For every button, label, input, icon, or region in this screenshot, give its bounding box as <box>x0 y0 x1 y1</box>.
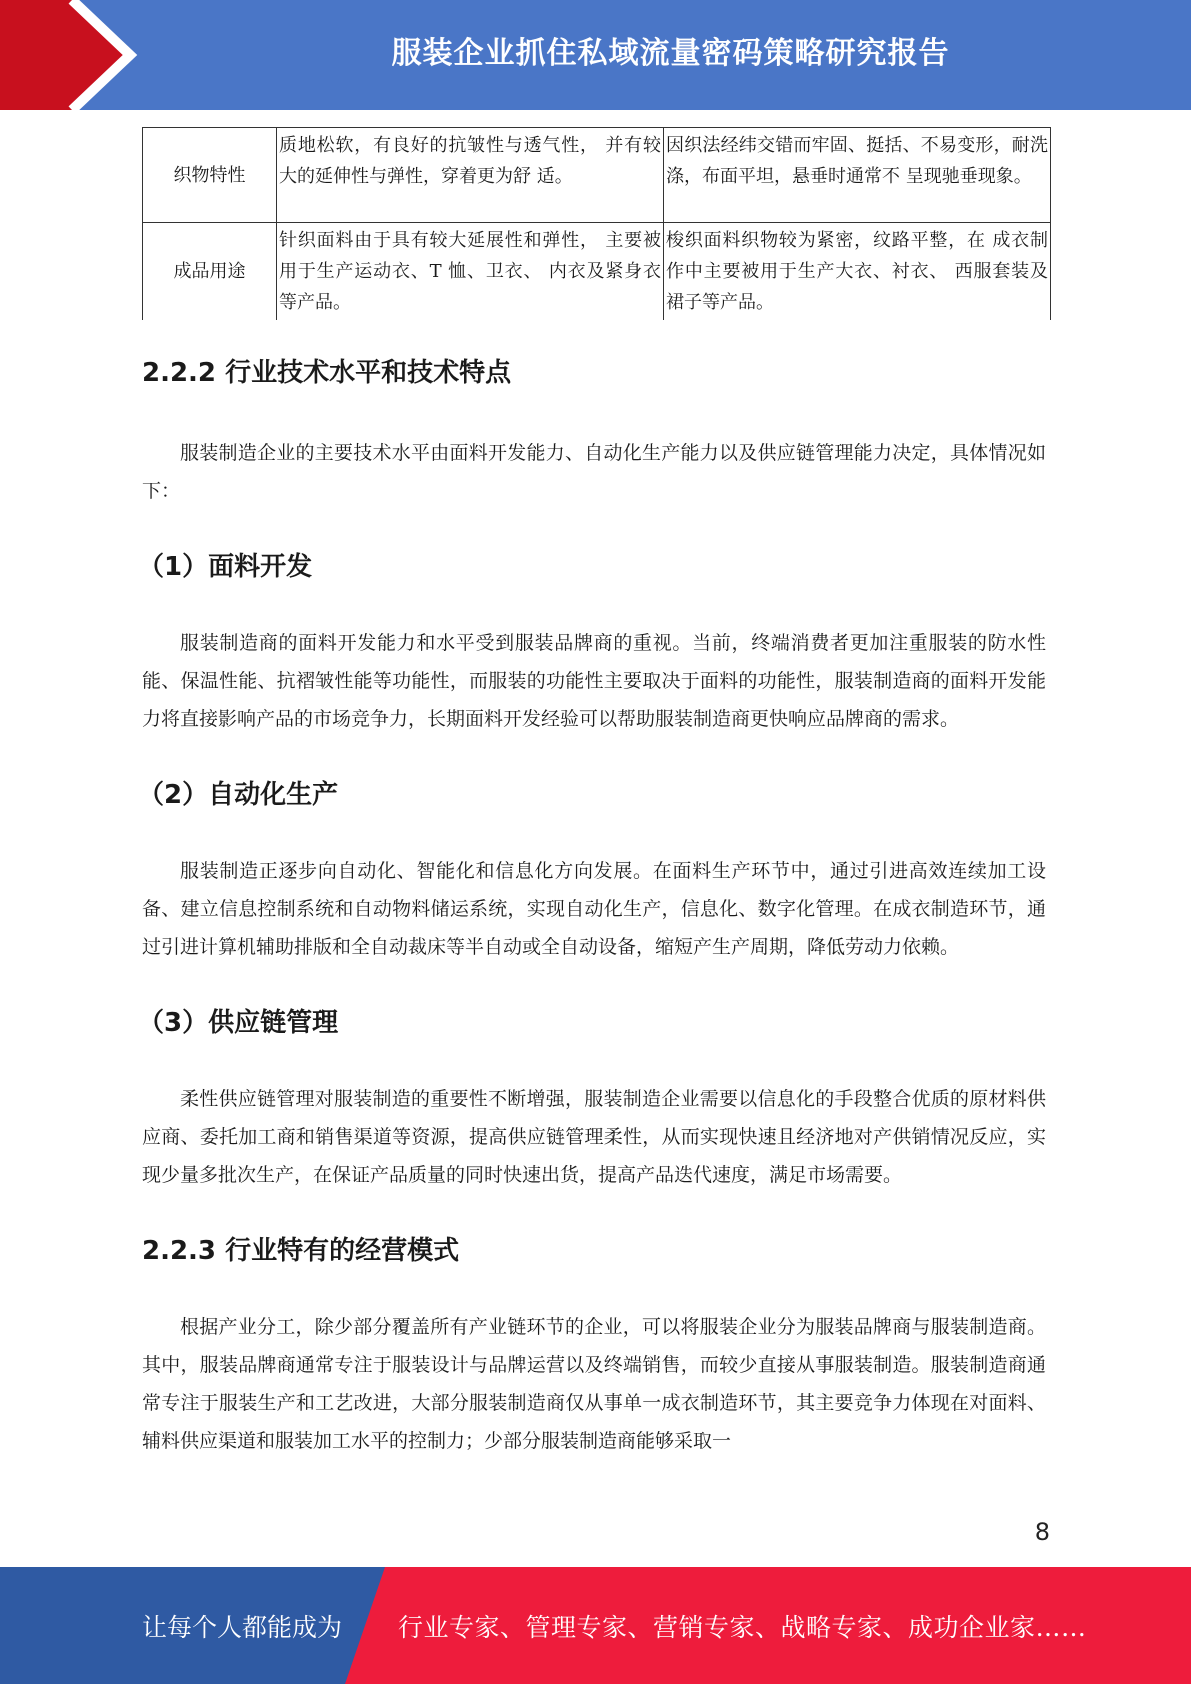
footer-slogan-left: 让每个人都能成为 <box>142 1612 343 1642</box>
subheading-supply-chain: （3）供应链管理 <box>138 1008 339 1038</box>
page-footer <box>0 1567 1191 1684</box>
paragraph-automation: 服装制造正逐步向自动化、智能化和信息化方向发展。在面料生产环节中，通过引进高效连续加工设备、建立信息控制系统和自动物料储运系统，实现自动化生产，信息化、数字化管理。在成衣制造环节，通过引进计算机辅助排版和全自动裁床等半自动或全自动设备，缩短产生产周期，降低劳动力依赖。 <box>142 860 1046 958</box>
paragraph-supply-chain: 柔性供应链管理对服装制造的重要性不断增强，服装制造企业需要以信息化的手段整合优质的原材料供应商、委托加工商和销售渠道等资源，提高供应链管理柔性，从而实现快速且经济地对产供销情况反应，实现少量多批次生产，在保证产品质量的同时快速出货，提高产品迭代速度，满足市场需要。 <box>142 1088 1046 1186</box>
main-content <box>138 338 1046 1460</box>
red-chevron-icon <box>0 0 160 110</box>
woven-cell: 因织法经纬交错而牢固、挺括、不易变形，耐洗涤，布面平坦，悬垂时通常不 呈现驰垂现象。 <box>664 128 1051 223</box>
page-number: 8 <box>1034 1518 1050 1546</box>
paragraph-fabric: 服装制造商的面料开发能力和水平受到服装品牌商的重视。当前，终端消费者更加注重服装的防水性能、保温性能、抗褶皱性能等功能性，而服装的功能性主要取决于面料的功能性，服装制造商的面料开发能力将直接影响产品的市场竞争力，长期面料开发经验可以帮助服装制造商更快响应品牌商的需求。 <box>142 632 1046 730</box>
table-row <box>143 223 1051 321</box>
knit-cell: 针织面料由于具有较大延展性和弹性， 主要被用于生产运动衣、T 恤、卫衣、 内衣及紧身衣等产品。 <box>277 223 664 321</box>
section-heading-2-2-3: 2.2.3 行业特有的经营模式 <box>142 1236 460 1266</box>
report-title: 服装企业抓住私域流量密码策略研究报告 <box>391 36 950 71</box>
subheading-automation: （2）自动化生产 <box>138 780 339 810</box>
paragraph-business-model: 根据产业分工，除少部分覆盖所有产业链环节的企业，可以将服装企业分为服装品牌商与服装制造商。其中，服装品牌商通常专注于服装设计与品牌运营以及终端销售，而较少直接从事服装制造。服装制造商通常专注于服装生产和工艺改进，大部分服装制造商仅从事单一成衣制造环节，其主要竞争力体现在对面料、辅料供应渠道和服装加工水平的控制力；少部分服装制造商能够采取一 <box>142 1316 1046 1452</box>
knit-cell: 质地松软，有良好的抗皱性与透气性， 并有较大的延伸性与弹性，穿着更为舒 适。 <box>277 128 664 223</box>
table-row <box>143 128 1051 223</box>
row-label: 织物特性 <box>143 128 277 223</box>
row-label: 成品用途 <box>143 223 277 321</box>
fabric-comparison-table <box>142 127 1050 320</box>
page-header <box>0 0 1191 110</box>
subheading-fabric: （1）面料开发 <box>138 552 313 582</box>
footer-slogan-right: 行业专家、管理专家、营销专家、战略专家、成功企业家…… <box>398 1612 1087 1642</box>
woven-cell: 梭织面料织物较为紧密，纹路平整，在 成衣制作中主要被用于生产大衣、衬衣、 西服套装及裙子等产品。 <box>664 223 1051 321</box>
section-heading-2-2-2: 2.2.2 行业技术水平和技术特点 <box>142 358 512 388</box>
section-intro: 服装制造企业的主要技术水平由面料开发能力、自动化生产能力以及供应链管理能力决定，具体情况如下： <box>142 442 1046 502</box>
